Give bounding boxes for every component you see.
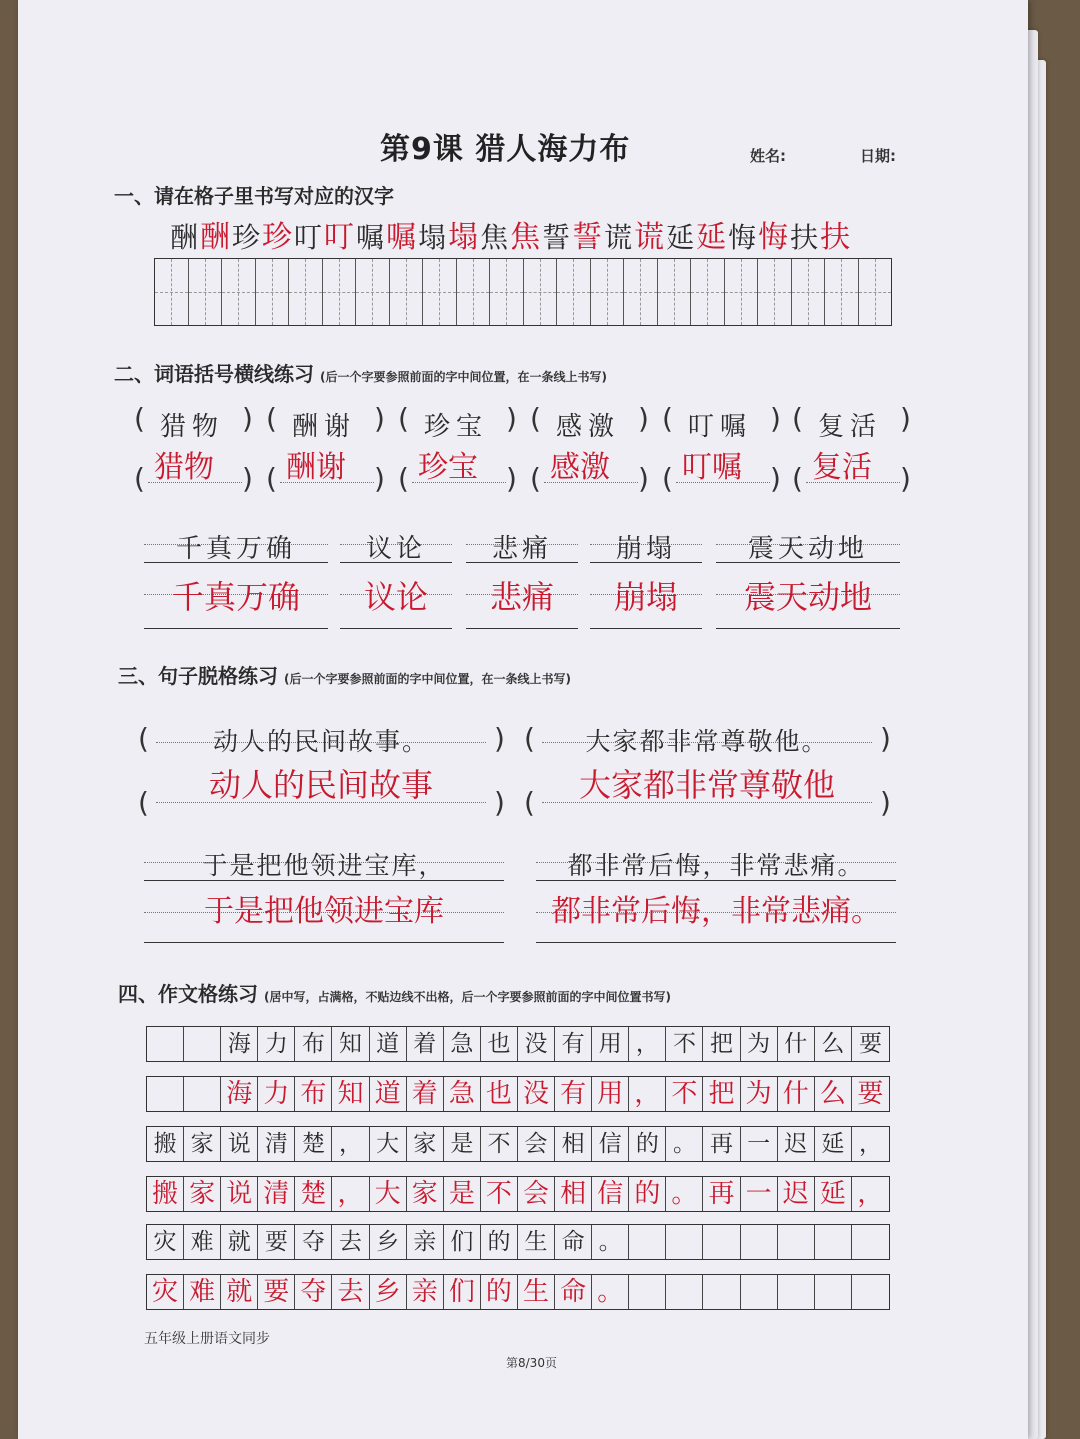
footer-book-label: 五年级上册语文同步	[144, 1331, 270, 1347]
composition-cell: 相	[555, 1127, 592, 1161]
composition-cell: 灾	[147, 1225, 184, 1259]
line-word-hand: 崩塌	[613, 578, 678, 616]
composition-cell: 着	[407, 1027, 444, 1061]
composition-cell: 们	[444, 1225, 481, 1259]
composition-cell: 海	[221, 1027, 258, 1061]
composition-cell: 。	[666, 1127, 703, 1161]
baseline	[144, 562, 328, 563]
composition-cell: 楚	[295, 1127, 332, 1161]
composition-cell: 再	[703, 1127, 740, 1161]
composition-cell: 把	[703, 1077, 740, 1111]
composition-cell: 相	[555, 1177, 592, 1211]
close-paren: )	[242, 462, 253, 495]
grid-cell	[356, 259, 390, 325]
composition-cell: 生	[518, 1225, 555, 1259]
composition-row	[146, 1026, 890, 1062]
section1-print-char: 延	[666, 221, 697, 254]
grid-cell	[557, 259, 591, 325]
grid-cell	[289, 259, 323, 325]
composition-cell: 要	[858, 1030, 882, 1057]
composition-cell	[147, 1027, 184, 1061]
composition-cell: 。	[592, 1225, 629, 1259]
composition-cell: 信	[592, 1127, 629, 1161]
composition-cell: 的	[629, 1177, 666, 1211]
section1-hand-char: 延	[696, 220, 729, 255]
section3-note: (后一个字要参照前面的字中间位置，在一条线上书写)	[284, 672, 571, 686]
composition-cell: 夺	[295, 1275, 332, 1309]
composition-cell: 迟	[778, 1127, 815, 1161]
line-word-print: 崩塌	[615, 534, 676, 564]
section1-print-char: 叮	[294, 221, 325, 254]
composition-cell: 不	[666, 1077, 703, 1111]
composition-cell: 力	[258, 1077, 295, 1111]
close-paren: )	[494, 722, 505, 755]
section1-heading: 一、请在格子里书写对应的汉字	[114, 184, 394, 208]
composition-cell: 用	[592, 1027, 629, 1061]
composition-cell: 是	[444, 1127, 481, 1161]
line-word-print: 议论	[365, 534, 426, 564]
composition-cell	[741, 1275, 778, 1309]
composition-cell: 命	[555, 1225, 592, 1259]
bracket-word-print: 珍宝	[424, 412, 489, 442]
composition-cell: 也	[481, 1077, 518, 1111]
composition-cell: ，	[629, 1077, 666, 1111]
section1-print-char: 珍	[232, 221, 263, 254]
composition-cell: 们	[444, 1275, 481, 1309]
composition-cell: 乡	[370, 1225, 407, 1259]
section1-hand-char: 谎	[634, 220, 667, 255]
composition-cell: 会	[518, 1177, 555, 1211]
section2-note: (后一个字要参照前面的字中间位置，在一条线上书写)	[320, 370, 607, 384]
open-paren: (	[662, 402, 673, 435]
section1-print-char: 悔	[728, 221, 759, 254]
baseline	[590, 562, 702, 563]
composition-cell: 不	[666, 1027, 703, 1061]
composition-cell: 。	[666, 1177, 703, 1211]
name-label: 姓名:	[750, 147, 786, 165]
composition-cell: 么	[815, 1077, 852, 1111]
baseline	[144, 628, 328, 629]
worksheet-page	[18, 0, 1028, 1439]
dotted-guide	[676, 482, 770, 483]
open-paren: (	[138, 722, 149, 755]
close-paren: )	[374, 402, 385, 435]
composition-cell: ，	[858, 1130, 882, 1157]
open-paren: (	[266, 462, 277, 495]
composition-cell: 布	[295, 1027, 332, 1061]
composition-cell: 就	[221, 1275, 258, 1309]
composition-cell: 亲	[407, 1275, 444, 1309]
composition-cell: 家	[407, 1127, 444, 1161]
baseline	[536, 942, 896, 943]
section1-character-pairs	[170, 212, 852, 256]
section3-heading-row	[118, 660, 571, 689]
open-paren: (	[266, 402, 277, 435]
composition-cell	[703, 1225, 740, 1259]
dotted-guide	[280, 482, 374, 483]
composition-cell: 知	[332, 1077, 369, 1111]
composition-cell: 就	[221, 1225, 258, 1259]
close-paren: )	[770, 462, 781, 495]
grid-cell	[189, 259, 223, 325]
composition-cell: 有	[555, 1027, 592, 1061]
sentence-hand: 于是把他领进宝库	[204, 894, 444, 929]
composition-cell: 急	[444, 1077, 481, 1111]
composition-cell	[629, 1275, 666, 1309]
grid-cell	[725, 259, 759, 325]
dotted-guide	[412, 482, 506, 483]
open-paren: (	[398, 462, 409, 495]
section1-hand-char: 誓	[572, 220, 605, 255]
composition-cell: 么	[815, 1027, 852, 1061]
baseline	[590, 628, 702, 629]
composition-cell	[815, 1225, 852, 1259]
composition-row	[146, 1176, 890, 1212]
section1-hand-char: 塌	[448, 220, 481, 255]
grid-cell	[859, 259, 892, 325]
composition-cell: 用	[592, 1077, 629, 1111]
grid-cell	[256, 259, 290, 325]
grid-cell	[457, 259, 491, 325]
sentence-hand: 动人的民间故事	[208, 766, 433, 804]
composition-cell: 没	[518, 1027, 555, 1061]
close-paren: )	[900, 462, 911, 495]
open-paren: (	[662, 462, 673, 495]
line-word-print: 震天动地	[747, 534, 868, 564]
section4-heading: 四、作文格练习	[118, 982, 258, 1006]
bracket-word-hand: 叮嘱	[682, 450, 742, 485]
baseline	[144, 942, 504, 943]
composition-cell: 再	[703, 1177, 740, 1211]
composition-cell: 亲	[407, 1225, 444, 1259]
baseline	[144, 880, 504, 881]
composition-cell: ，	[629, 1027, 666, 1061]
composition-cell: 家	[184, 1177, 221, 1211]
open-paren: (	[138, 786, 149, 819]
grid-cell	[423, 259, 457, 325]
page-title: 第9课 猎人海力布	[380, 132, 631, 167]
bracket-word-print: 叮嘱	[688, 412, 753, 442]
open-paren: (	[524, 786, 535, 819]
composition-cell: 夺	[295, 1225, 332, 1259]
composition-row	[146, 1224, 890, 1260]
composition-cell: 不	[481, 1177, 518, 1211]
composition-cell: 去	[332, 1225, 369, 1259]
composition-cell: 知	[332, 1027, 369, 1061]
composition-cell	[815, 1275, 852, 1309]
composition-cell: 大	[370, 1177, 407, 1211]
dotted-guide	[148, 482, 242, 483]
composition-cell: ，	[332, 1127, 369, 1161]
composition-cell: 的	[481, 1275, 518, 1309]
composition-row	[146, 1076, 890, 1112]
close-paren: )	[506, 402, 517, 435]
composition-cell: 楚	[295, 1177, 332, 1211]
section4-heading-row	[118, 978, 671, 1007]
composition-cell	[184, 1077, 221, 1111]
baseline	[340, 562, 452, 563]
footer-page-number: 第8/30页	[506, 1356, 557, 1370]
open-paren: (	[134, 462, 145, 495]
open-paren: (	[524, 722, 535, 755]
composition-cell: 的	[481, 1225, 518, 1259]
baseline	[716, 628, 900, 629]
grid-cell	[524, 259, 558, 325]
composition-cell: 急	[444, 1027, 481, 1061]
composition-cell	[703, 1275, 740, 1309]
composition-cell: 海	[221, 1077, 258, 1111]
open-paren: (	[792, 402, 803, 435]
bracket-word-hand: 感激	[550, 450, 610, 485]
grid-cell	[825, 259, 859, 325]
composition-cell: 是	[444, 1177, 481, 1211]
section1-print-char: 嘱	[356, 221, 387, 254]
composition-cell: 道	[370, 1077, 407, 1111]
composition-cell	[852, 1225, 889, 1259]
composition-cell: 大	[370, 1127, 407, 1161]
section1-writing-grid	[154, 258, 892, 326]
composition-cell: 。	[592, 1275, 629, 1309]
bracket-word-hand: 猎物	[154, 450, 214, 485]
baseline	[716, 562, 900, 563]
sentence-print: 都非常后悔，非常悲痛。	[567, 851, 865, 880]
composition-cell: ，	[857, 1179, 884, 1209]
composition-cell: 着	[407, 1077, 444, 1111]
composition-cell: 有	[555, 1077, 592, 1111]
composition-cell: 命	[555, 1275, 592, 1309]
grid-cell	[390, 259, 424, 325]
composition-cell	[629, 1225, 666, 1259]
composition-cell: 力	[258, 1027, 295, 1061]
composition-cell: 道	[370, 1027, 407, 1061]
composition-cell	[778, 1225, 815, 1259]
composition-cell	[852, 1275, 889, 1309]
section3-heading: 三、句子脱格练习	[118, 664, 278, 688]
section1-print-char: 酬	[170, 221, 201, 254]
baseline	[340, 628, 452, 629]
composition-cell	[666, 1225, 703, 1259]
line-word-hand: 千真万确	[171, 578, 300, 616]
section1-print-char: 焦	[480, 221, 511, 254]
section1-hand-char: 酬	[200, 220, 233, 255]
composition-cell: 难	[184, 1225, 221, 1259]
composition-cell: 清	[258, 1177, 295, 1211]
composition-row	[146, 1126, 890, 1162]
section2-heading-row	[114, 358, 607, 387]
line-word-print: 悲痛	[491, 534, 552, 564]
date-label: 日期:	[860, 147, 896, 165]
open-paren: (	[134, 402, 145, 435]
composition-row	[146, 1274, 890, 1310]
composition-cell: 为	[741, 1027, 778, 1061]
dotted-guide	[544, 482, 638, 483]
composition-cell: 难	[184, 1275, 221, 1309]
section1-hand-char: 叮	[324, 220, 357, 255]
close-paren: )	[374, 462, 385, 495]
close-paren: )	[242, 402, 253, 435]
composition-cell: 乡	[370, 1275, 407, 1309]
composition-cell	[147, 1077, 184, 1111]
bracket-word-hand: 珍宝	[418, 450, 478, 485]
section1-print-char: 誓	[542, 221, 573, 254]
composition-cell: 延	[815, 1177, 852, 1211]
bracket-word-print: 复活	[818, 412, 883, 442]
composition-cell: 要	[258, 1225, 295, 1259]
open-paren: (	[530, 402, 541, 435]
section4-note: (居中写，占满格，不贴边线不出格，后一个字要参照前面的字中间位置书写)	[264, 990, 671, 1004]
grid-cell	[758, 259, 792, 325]
bracket-word-print: 感激	[556, 412, 621, 442]
composition-cell: 家	[184, 1127, 221, 1161]
line-word-hand: 悲痛	[489, 578, 554, 616]
composition-cell: 信	[592, 1177, 629, 1211]
section2-heading: 二、词语括号横线练习	[114, 362, 314, 386]
composition-cell: ，	[332, 1177, 369, 1211]
composition-cell: 一	[741, 1177, 778, 1211]
composition-cell	[666, 1275, 703, 1309]
grid-cell	[591, 259, 625, 325]
open-paren: (	[792, 462, 803, 495]
composition-cell: 的	[629, 1127, 666, 1161]
grid-cell	[222, 259, 256, 325]
composition-cell: 不	[481, 1127, 518, 1161]
grid-cell	[624, 259, 658, 325]
grid-cell	[792, 259, 826, 325]
section1-hand-char: 扶	[820, 220, 853, 255]
line-word-hand: 震天动地	[743, 578, 872, 616]
close-paren: )	[506, 462, 517, 495]
grid-cell	[658, 259, 692, 325]
sentence-print: 大家都非常尊敬他。	[585, 727, 829, 756]
section1-hand-char: 嘱	[386, 220, 419, 255]
composition-cell: 什	[778, 1077, 815, 1111]
section1-print-char: 塌	[418, 221, 449, 254]
open-paren: (	[530, 462, 541, 495]
close-paren: )	[638, 462, 649, 495]
grid-cell	[490, 259, 524, 325]
composition-cell: 也	[481, 1027, 518, 1061]
open-paren: (	[398, 402, 409, 435]
composition-cell: 家	[407, 1177, 444, 1211]
composition-cell: 迟	[778, 1177, 815, 1211]
composition-cell: 灾	[147, 1275, 184, 1309]
composition-cell: 说	[221, 1127, 258, 1161]
grid-cell	[323, 259, 357, 325]
bracket-word-hand: 复活	[812, 450, 872, 485]
composition-cell: 说	[221, 1177, 258, 1211]
composition-cell: 延	[815, 1127, 852, 1161]
section1-print-char: 谎	[604, 221, 635, 254]
sentence-hand: 都非常后悔，非常悲痛。	[551, 894, 881, 929]
composition-cell: 会	[518, 1127, 555, 1161]
grid-cell	[691, 259, 725, 325]
line-word-hand: 议论	[363, 578, 428, 616]
line-word-print: 千真万确	[175, 534, 296, 564]
composition-cell: 什	[778, 1027, 815, 1061]
grid-cell	[155, 259, 189, 325]
bracket-word-hand: 酬谢	[286, 450, 346, 485]
close-paren: )	[638, 402, 649, 435]
composition-cell	[778, 1275, 815, 1309]
sentence-hand: 大家都非常尊敬他	[578, 766, 835, 804]
composition-cell: 布	[295, 1077, 332, 1111]
bracket-word-print: 猎物	[160, 412, 225, 442]
dotted-guide	[806, 482, 900, 483]
composition-cell: 清	[258, 1127, 295, 1161]
composition-cell: 把	[703, 1027, 740, 1061]
section1-print-char: 扶	[790, 221, 821, 254]
composition-cell: 要	[857, 1079, 884, 1109]
composition-cell: 没	[518, 1077, 555, 1111]
bracket-word-print: 酬谢	[292, 412, 357, 442]
close-paren: )	[880, 786, 891, 819]
composition-cell	[741, 1225, 778, 1259]
baseline	[536, 880, 896, 881]
close-paren: )	[880, 722, 891, 755]
composition-cell: 一	[741, 1127, 778, 1161]
close-paren: )	[494, 786, 505, 819]
section1-hand-char: 焦	[510, 220, 543, 255]
composition-cell: 搬	[147, 1127, 184, 1161]
sentence-print: 于是把他领进宝库，	[202, 851, 446, 880]
baseline	[466, 562, 578, 563]
sentence-print: 动人的民间故事。	[212, 727, 429, 756]
composition-cell: 去	[332, 1275, 369, 1309]
composition-cell: 为	[741, 1077, 778, 1111]
composition-cell: 要	[258, 1275, 295, 1309]
section1-hand-char: 悔	[758, 220, 791, 255]
close-paren: )	[900, 402, 911, 435]
composition-cell: 搬	[147, 1177, 184, 1211]
composition-cell	[184, 1027, 221, 1061]
section1-hand-char: 珍	[262, 220, 295, 255]
baseline	[466, 628, 578, 629]
close-paren: )	[770, 402, 781, 435]
composition-cell: 生	[518, 1275, 555, 1309]
